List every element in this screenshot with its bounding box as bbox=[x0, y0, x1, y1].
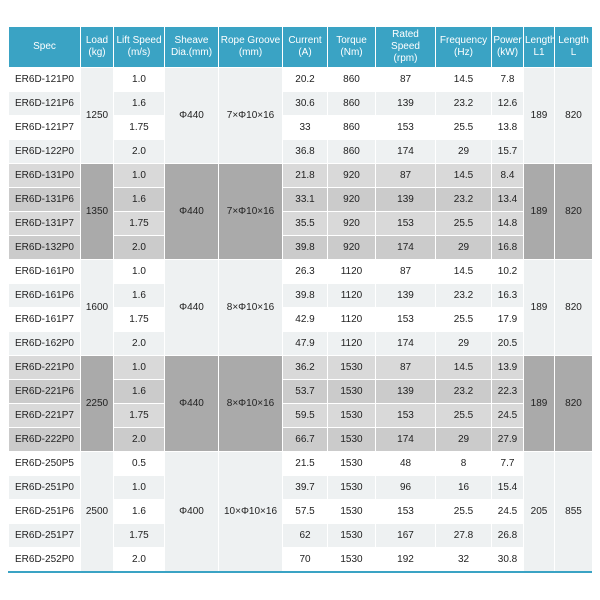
torque-cell: 860 bbox=[328, 116, 376, 140]
current-cell: 39.8 bbox=[283, 284, 328, 308]
torque-cell: 1530 bbox=[328, 380, 376, 404]
rated-speed-cell: 153 bbox=[376, 116, 436, 140]
load-cell: 2500 bbox=[81, 452, 114, 572]
power-cell: 7.7 bbox=[492, 452, 524, 476]
power-cell: 15.4 bbox=[492, 476, 524, 500]
current-cell: 39.7 bbox=[283, 476, 328, 500]
power-cell: 16.8 bbox=[492, 236, 524, 260]
rated-speed-cell: 139 bbox=[376, 380, 436, 404]
torque-cell: 1530 bbox=[328, 476, 376, 500]
current-cell: 36.8 bbox=[283, 140, 328, 164]
torque-cell: 1120 bbox=[328, 260, 376, 284]
power-cell: 30.8 bbox=[492, 548, 524, 572]
torque-cell: 860 bbox=[328, 92, 376, 116]
current-cell: 21.5 bbox=[283, 452, 328, 476]
frequency-cell: 29 bbox=[436, 236, 492, 260]
power-cell: 24.5 bbox=[492, 500, 524, 524]
spec-cell: ER6D-161P6 bbox=[9, 284, 81, 308]
rated-speed-cell: 139 bbox=[376, 92, 436, 116]
load-cell: 1250 bbox=[81, 68, 114, 164]
rated-speed-cell: 153 bbox=[376, 308, 436, 332]
lift-speed-cell: 1.0 bbox=[114, 164, 165, 188]
spec-cell: ER6D-251P6 bbox=[9, 500, 81, 524]
torque-cell: 1120 bbox=[328, 332, 376, 356]
current-cell: 26.3 bbox=[283, 260, 328, 284]
power-cell: 7.8 bbox=[492, 68, 524, 92]
power-cell: 16.3 bbox=[492, 284, 524, 308]
rated-speed-cell: 87 bbox=[376, 68, 436, 92]
power-cell: 22.3 bbox=[492, 380, 524, 404]
length-l-cell: 820 bbox=[555, 164, 593, 260]
spec-cell: ER6D-162P0 bbox=[9, 332, 81, 356]
power-cell: 14.8 bbox=[492, 212, 524, 236]
frequency-cell: 23.2 bbox=[436, 188, 492, 212]
rope-groove-cell: 8×Φ10×16 bbox=[219, 260, 283, 356]
current-cell: 36.2 bbox=[283, 356, 328, 380]
current-cell: 66.7 bbox=[283, 428, 328, 452]
torque-cell: 1530 bbox=[328, 524, 376, 548]
header-lift-speed: Lift Speed (m/s) bbox=[114, 27, 165, 68]
current-cell: 62 bbox=[283, 524, 328, 548]
frequency-cell: 14.5 bbox=[436, 356, 492, 380]
lift-speed-cell: 1.0 bbox=[114, 68, 165, 92]
header-rope-groove: Rope Groove (mm) bbox=[219, 27, 283, 68]
power-cell: 13.9 bbox=[492, 356, 524, 380]
lift-speed-cell: 1.75 bbox=[114, 404, 165, 428]
spec-cell: ER6D-131P6 bbox=[9, 188, 81, 212]
power-cell: 10.2 bbox=[492, 260, 524, 284]
torque-cell: 1530 bbox=[328, 500, 376, 524]
current-cell: 20.2 bbox=[283, 68, 328, 92]
lift-speed-cell: 2.0 bbox=[114, 428, 165, 452]
table-row bbox=[9, 356, 593, 380]
header-length-l: Length L bbox=[555, 27, 593, 68]
frequency-cell: 23.2 bbox=[436, 380, 492, 404]
length-l-cell: 855 bbox=[555, 452, 593, 572]
torque-cell: 1530 bbox=[328, 428, 376, 452]
current-cell: 57.5 bbox=[283, 500, 328, 524]
lift-speed-cell: 1.6 bbox=[114, 188, 165, 212]
frequency-cell: 14.5 bbox=[436, 164, 492, 188]
rated-speed-cell: 139 bbox=[376, 188, 436, 212]
frequency-cell: 25.5 bbox=[436, 116, 492, 140]
frequency-cell: 32 bbox=[436, 548, 492, 572]
power-cell: 8.4 bbox=[492, 164, 524, 188]
frequency-cell: 23.2 bbox=[436, 92, 492, 116]
spec-cell: ER6D-121P0 bbox=[9, 68, 81, 92]
rated-speed-cell: 48 bbox=[376, 452, 436, 476]
header-length-l1: Length L1 bbox=[524, 27, 555, 68]
length-l1-cell: 205 bbox=[524, 452, 555, 572]
rope-groove-cell: 10×Φ10×16 bbox=[219, 452, 283, 572]
frequency-cell: 16 bbox=[436, 476, 492, 500]
header-frequency: Frequency (Hz) bbox=[436, 27, 492, 68]
spec-cell: ER6D-251P7 bbox=[9, 524, 81, 548]
lift-speed-cell: 1.0 bbox=[114, 476, 165, 500]
rated-speed-cell: 87 bbox=[376, 260, 436, 284]
spec-cell: ER6D-221P0 bbox=[9, 356, 81, 380]
power-cell: 13.8 bbox=[492, 116, 524, 140]
lift-speed-cell: 1.0 bbox=[114, 356, 165, 380]
rope-groove-cell: 8×Φ10×16 bbox=[219, 356, 283, 452]
spec-cell: ER6D-222P0 bbox=[9, 428, 81, 452]
spec-cell: ER6D-121P6 bbox=[9, 92, 81, 116]
length-l-cell: 820 bbox=[555, 68, 593, 164]
frequency-cell: 25.5 bbox=[436, 212, 492, 236]
rated-speed-cell: 153 bbox=[376, 404, 436, 428]
header-sheave: Sheave Dia.(mm) bbox=[165, 27, 219, 68]
spec-table bbox=[8, 26, 593, 572]
rated-speed-cell: 96 bbox=[376, 476, 436, 500]
power-cell: 26.8 bbox=[492, 524, 524, 548]
sheave-cell: Φ440 bbox=[165, 68, 219, 164]
lift-speed-cell: 1.6 bbox=[114, 380, 165, 404]
lift-speed-cell: 1.75 bbox=[114, 308, 165, 332]
sheave-cell: Φ440 bbox=[165, 164, 219, 260]
torque-cell: 920 bbox=[328, 188, 376, 212]
lift-speed-cell: 1.75 bbox=[114, 212, 165, 236]
frequency-cell: 29 bbox=[436, 428, 492, 452]
header-torque: Torque (Nm) bbox=[328, 27, 376, 68]
lift-speed-cell: 2.0 bbox=[114, 140, 165, 164]
frequency-cell: 29 bbox=[436, 140, 492, 164]
table-row bbox=[9, 68, 593, 92]
sheave-cell: Φ400 bbox=[165, 452, 219, 572]
power-cell: 12.6 bbox=[492, 92, 524, 116]
rated-speed-cell: 174 bbox=[376, 332, 436, 356]
torque-cell: 1530 bbox=[328, 452, 376, 476]
sheave-cell: Φ440 bbox=[165, 260, 219, 356]
length-l-cell: 820 bbox=[555, 260, 593, 356]
rated-speed-cell: 139 bbox=[376, 284, 436, 308]
header-spec: Spec bbox=[9, 27, 81, 68]
power-cell: 15.7 bbox=[492, 140, 524, 164]
spec-cell: ER6D-161P0 bbox=[9, 260, 81, 284]
frequency-cell: 14.5 bbox=[436, 68, 492, 92]
rope-groove-cell: 7×Φ10×16 bbox=[219, 68, 283, 164]
rated-speed-cell: 153 bbox=[376, 500, 436, 524]
rated-speed-cell: 192 bbox=[376, 548, 436, 572]
bottom-rule bbox=[8, 571, 592, 573]
lift-speed-cell: 1.0 bbox=[114, 260, 165, 284]
length-l1-cell: 189 bbox=[524, 356, 555, 452]
header-row bbox=[9, 27, 593, 68]
table-row bbox=[9, 452, 593, 476]
current-cell: 30.6 bbox=[283, 92, 328, 116]
spec-cell: ER6D-251P0 bbox=[9, 476, 81, 500]
load-cell: 2250 bbox=[81, 356, 114, 452]
torque-cell: 1120 bbox=[328, 284, 376, 308]
rated-speed-cell: 174 bbox=[376, 236, 436, 260]
spec-cell: ER6D-221P7 bbox=[9, 404, 81, 428]
table-row bbox=[9, 260, 593, 284]
spec-cell: ER6D-161P7 bbox=[9, 308, 81, 332]
power-cell: 27.9 bbox=[492, 428, 524, 452]
spec-cell: ER6D-250P5 bbox=[9, 452, 81, 476]
length-l1-cell: 189 bbox=[524, 260, 555, 356]
spec-cell: ER6D-122P0 bbox=[9, 140, 81, 164]
torque-cell: 860 bbox=[328, 68, 376, 92]
power-cell: 24.5 bbox=[492, 404, 524, 428]
spec-cell: ER6D-132P0 bbox=[9, 236, 81, 260]
frequency-cell: 14.5 bbox=[436, 260, 492, 284]
lift-speed-cell: 1.75 bbox=[114, 116, 165, 140]
power-cell: 13.4 bbox=[492, 188, 524, 212]
spec-cell: ER6D-252P0 bbox=[9, 548, 81, 572]
torque-cell: 920 bbox=[328, 164, 376, 188]
lift-speed-cell: 1.6 bbox=[114, 284, 165, 308]
frequency-cell: 29 bbox=[436, 332, 492, 356]
torque-cell: 1530 bbox=[328, 404, 376, 428]
frequency-cell: 27.8 bbox=[436, 524, 492, 548]
load-cell: 1600 bbox=[81, 260, 114, 356]
spec-cell: ER6D-131P7 bbox=[9, 212, 81, 236]
frequency-cell: 25.5 bbox=[436, 500, 492, 524]
torque-cell: 1120 bbox=[328, 308, 376, 332]
torque-cell: 1530 bbox=[328, 356, 376, 380]
current-cell: 70 bbox=[283, 548, 328, 572]
spec-cell: ER6D-131P0 bbox=[9, 164, 81, 188]
spec-cell: ER6D-121P7 bbox=[9, 116, 81, 140]
lift-speed-cell: 1.75 bbox=[114, 524, 165, 548]
current-cell: 53.7 bbox=[283, 380, 328, 404]
power-cell: 20.5 bbox=[492, 332, 524, 356]
current-cell: 33 bbox=[283, 116, 328, 140]
rope-groove-cell: 7×Φ10×16 bbox=[219, 164, 283, 260]
rated-speed-cell: 87 bbox=[376, 356, 436, 380]
spec-cell: ER6D-221P6 bbox=[9, 380, 81, 404]
frequency-cell: 25.5 bbox=[436, 404, 492, 428]
torque-cell: 860 bbox=[328, 140, 376, 164]
frequency-cell: 8 bbox=[436, 452, 492, 476]
header-rated-speed: Rated Speed (rpm) bbox=[376, 27, 436, 68]
length-l1-cell: 189 bbox=[524, 68, 555, 164]
rated-speed-cell: 153 bbox=[376, 212, 436, 236]
current-cell: 42.9 bbox=[283, 308, 328, 332]
frequency-cell: 25.5 bbox=[436, 308, 492, 332]
rated-speed-cell: 174 bbox=[376, 140, 436, 164]
lift-speed-cell: 2.0 bbox=[114, 548, 165, 572]
table-body bbox=[9, 68, 593, 572]
lift-speed-cell: 1.6 bbox=[114, 500, 165, 524]
lift-speed-cell: 0.5 bbox=[114, 452, 165, 476]
torque-cell: 920 bbox=[328, 236, 376, 260]
rated-speed-cell: 167 bbox=[376, 524, 436, 548]
current-cell: 39.8 bbox=[283, 236, 328, 260]
sheave-cell: Φ440 bbox=[165, 356, 219, 452]
current-cell: 21.8 bbox=[283, 164, 328, 188]
lift-speed-cell: 2.0 bbox=[114, 332, 165, 356]
current-cell: 59.5 bbox=[283, 404, 328, 428]
lift-speed-cell: 2.0 bbox=[114, 236, 165, 260]
load-cell: 1350 bbox=[81, 164, 114, 260]
rated-speed-cell: 87 bbox=[376, 164, 436, 188]
torque-cell: 920 bbox=[328, 212, 376, 236]
rated-speed-cell: 174 bbox=[376, 428, 436, 452]
header-load: Load (kg) bbox=[81, 27, 114, 68]
table-row bbox=[9, 164, 593, 188]
lift-speed-cell: 1.6 bbox=[114, 92, 165, 116]
torque-cell: 1530 bbox=[328, 548, 376, 572]
header-current: Current (A) bbox=[283, 27, 328, 68]
header-power: Power (kW) bbox=[492, 27, 524, 68]
current-cell: 33.1 bbox=[283, 188, 328, 212]
power-cell: 17.9 bbox=[492, 308, 524, 332]
length-l-cell: 820 bbox=[555, 356, 593, 452]
length-l1-cell: 189 bbox=[524, 164, 555, 260]
current-cell: 35.5 bbox=[283, 212, 328, 236]
current-cell: 47.9 bbox=[283, 332, 328, 356]
frequency-cell: 23.2 bbox=[436, 284, 492, 308]
